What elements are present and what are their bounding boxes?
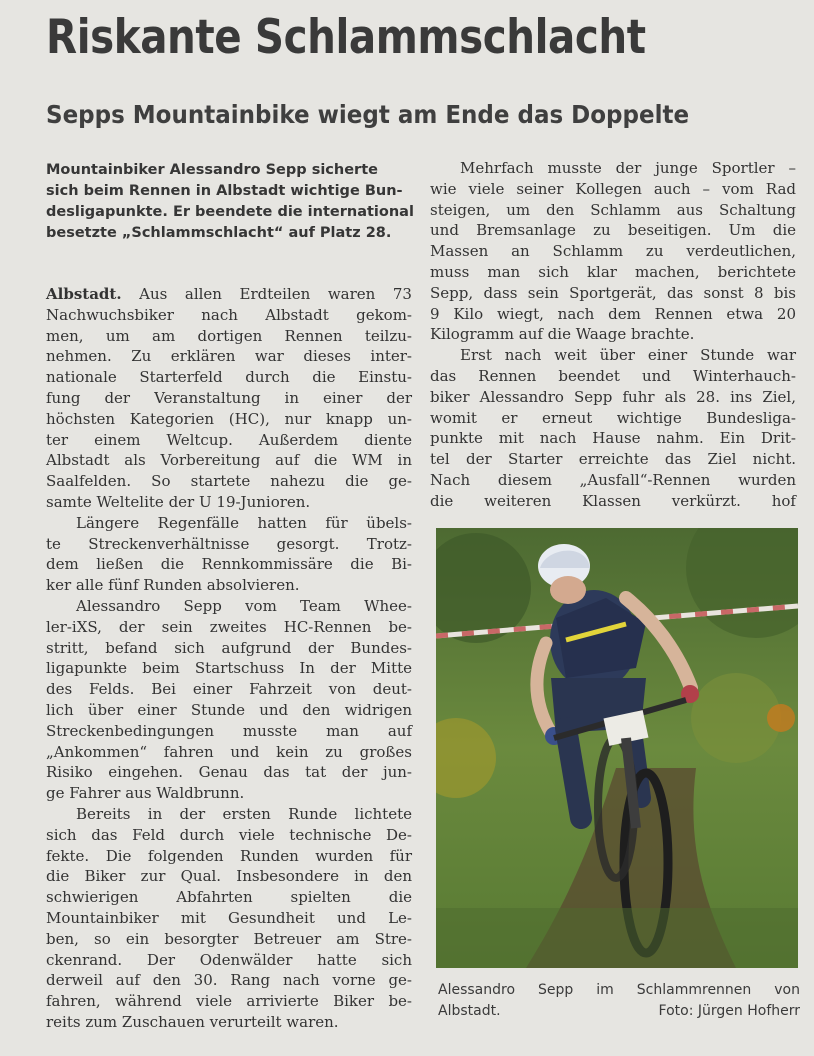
article-line: te Streckenverhältnisse gesorgt. Trotz- <box>46 534 412 553</box>
article-line: Kilogramm auf die Waage brachte. <box>430 325 695 344</box>
article-line: Streckenbedingungen musste man auf <box>46 721 412 740</box>
article-line: punkte mit nach Hause nahm. Ein Drit- <box>430 429 796 448</box>
article-line: lich über einer Stunde und den widrigen <box>46 700 412 719</box>
article-line: fung der Veranstaltung in einer der <box>46 388 412 407</box>
article-line: fekte. Die folgenden Runden wurden für <box>46 846 412 865</box>
article-line: Nach diesem „Ausfall“-Rennen wurden <box>430 470 796 489</box>
article-photo <box>436 528 798 968</box>
article-line: Längere Regenfälle hatten für übels- <box>76 513 412 532</box>
article-line: schwierigen Abfahrten spielten die <box>46 888 412 907</box>
article-line: ker alle fünf Runden absolvieren. <box>46 576 300 595</box>
right-column <box>430 158 796 512</box>
article-line: Erst nach weit über einer Stunde war <box>460 346 796 365</box>
article-line: Saalfelden. So startete nahezu die ge- <box>46 472 412 491</box>
article-line: ben, so ein besorgter Betreuer am Stre- <box>46 929 412 948</box>
article-line: 9 Kilo wiegt, nach dem Rennen etwa 20 <box>430 304 796 323</box>
article-line: tel der Starter erreichte das Ziel nicht. <box>430 450 796 469</box>
lead-line: Mountainbiker Alessandro Sepp sicherte <box>46 162 378 178</box>
article-line: Nachwuchsbiker nach Albstadt gekom- <box>46 305 412 324</box>
article-line: „Ankommen“ fahren und kein zu großes <box>46 742 412 761</box>
mountainbiker-photo <box>436 528 798 968</box>
article-line: dem ließen die Rennkommissäre die Bi- <box>46 555 412 574</box>
article-line: Sepp, dass sein Sportgerät, das sonst 8 bis <box>430 283 796 302</box>
article-line: des Felds. Bei einer Fahrzeit von deut- <box>46 680 412 699</box>
article-line: und Bremsanlage zu beseitigen. Um die <box>430 221 796 240</box>
left-column <box>46 160 412 1033</box>
article-line: das Rennen beendet und Winterhauch- <box>430 366 796 385</box>
article-line: steigen, um den Schlamm aus Schaltung <box>430 200 796 219</box>
article-line: Albstadt als Vorbereitung auf die WM in <box>46 451 412 470</box>
article-line: ligapunkte beim Startschuss In der Mitte <box>46 659 412 678</box>
article-line: stritt, befand sich aufgrund der Bundes- <box>46 638 412 657</box>
lead-paragraph <box>46 160 412 272</box>
article-line: die Biker zur Qual. Insbesondere in den <box>46 867 412 886</box>
article-line-text: Aus allen Erdteilen waren 73 <box>139 285 412 303</box>
caption-location: Albstadt. <box>438 1003 501 1019</box>
article-line: ler-iXS, der sein zweites HC-Rennen be- <box>46 617 412 636</box>
dateline: Albstadt. <box>46 285 122 303</box>
article-line: Alessandro Sepp vom Team Whee- <box>76 596 412 615</box>
article-line: womit er erneut wichtige Bundesliga- <box>430 408 796 427</box>
headline: Riskante Schlammschlacht <box>46 10 646 65</box>
article-line: muss man sich klar machen, berichtete <box>430 262 796 281</box>
article-line: Massen an Schlamm zu verdeutlichen, <box>430 242 796 261</box>
article-line: wie viele seiner Kollegen auch – vom Rad <box>430 179 796 198</box>
article-line: Mehrfach musste der junge Sportler – <box>460 159 796 177</box>
lead-line: desligapunkte. Er beendete die international <box>46 204 414 220</box>
article-line: fahren, während viele arrivierte Biker be- <box>46 992 412 1011</box>
article-line: nehmen. Zu erklären war dieses inter- <box>46 347 412 366</box>
article-line: ckenrand. Der Odenwälder hatte sich <box>46 950 412 969</box>
article-line: Mountainbiker mit Gesundheit und Le- <box>46 908 412 927</box>
left-body-text <box>46 284 412 1033</box>
article-line: die weiteren Klassen verkürzt. hof <box>430 491 796 510</box>
article-line <box>46 284 412 305</box>
article-line: höchsten Kategorien (HC), nur knapp un- <box>46 409 412 428</box>
subheadline: Sepps Mountainbike wiegt am Ende das Doppelte <box>46 100 690 129</box>
right-body-text <box>430 158 796 512</box>
article-line: Bereits in der ersten Runde lichtete <box>76 804 412 823</box>
caption-row <box>438 1001 800 1022</box>
article-line: men, um am dortigen Rennen teilzu- <box>46 326 412 345</box>
photo-credit: Foto: Jürgen Hofherr <box>658 1003 800 1019</box>
article-line: samte Weltelite der U 19-Junioren. <box>46 492 311 511</box>
lead-line: besetzte „Schlammschlacht“ auf Platz 28. <box>46 225 392 241</box>
photo-caption <box>438 980 800 1022</box>
article-line: sich das Feld durch viele technische De- <box>46 825 412 844</box>
article-line: ge Fahrer aus Waldbrunn. <box>46 784 245 803</box>
article-line: Risiko eingehen. Genau das tat der jun- <box>46 763 412 782</box>
article-line: reits zum Zuschauen verurteilt waren. <box>46 1012 339 1031</box>
article-line: nationale Starterfeld durch die Einstu- <box>46 368 412 387</box>
article-line: derweil auf den 30. Rang nach vorne ge- <box>46 971 412 990</box>
article-line: ter einem Weltcup. Außerdem diente <box>46 430 412 449</box>
article-line: biker Alessandro Sepp fuhr als 28. ins Ziel, <box>430 387 796 406</box>
caption-line: Alessandro Sepp im Schlammrennen von <box>438 982 800 998</box>
lead-line: sich beim Rennen in Albstadt wichtige Bun- <box>46 183 403 199</box>
